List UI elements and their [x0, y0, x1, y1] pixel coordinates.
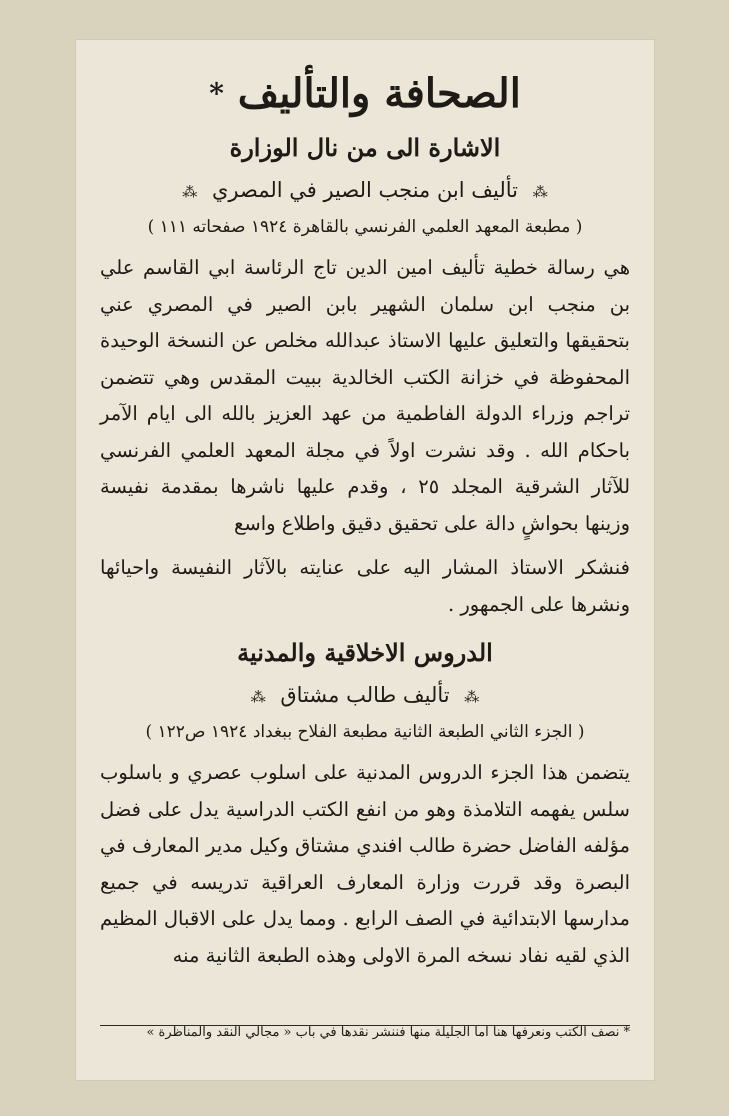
book-description: فنشكر الاستاذ المشار اليه على عنايته بالآثار النفيسة واحيائها ونشرها على الجمهور . — [100, 556, 630, 616]
book-author-text: تأليف طالب مشتاق — [280, 683, 450, 707]
footnote-marker: * — [209, 77, 224, 110]
book-heading: الاشارة الى من نال الوزارة — [229, 133, 501, 162]
ornament-icon: ⁂ — [250, 688, 266, 706]
book-publication: ( مطبعة المعهد العلمي الفرنسي بالقاهرة ١٩٢٤ صفحاته ١١١ ) — [147, 217, 583, 237]
book-author — [100, 675, 630, 715]
page-title-text: الصحافة والتأليف — [237, 70, 521, 117]
book-description: يتضمن هذا الجزء الدروس المدنية على اسلوب عصري و باسلوب سلس يفهمه التلامذة وهو من انفع الكتب الدراسية يدل على فضل مؤلفه الفاضل حضرة طالب افندي مشتاق وكيل مدير المعارف في البصرة وقد قررت وزارة المعارف العراقية تدريسه في جميع مدارسها الابتدائية في الصف الرابع . ومما يدل على الاقبال المظيم الذي لقيه نفاد نسخه المرة الاولى وهذه الطبعة الثانية منه — [100, 761, 630, 967]
footnote: * نصف الكتب ونعرفها هنا اما الجليلة منها فننشر نقدها في باب « مجالي النقد والمناظرة » — [146, 1025, 630, 1040]
book-author-text: تأليف ابن منجب الصير في المصري — [211, 178, 519, 202]
book-page — [76, 40, 654, 1080]
ornament-icon: ⁂ — [532, 183, 548, 201]
ornament-icon: ⁂ — [464, 688, 480, 706]
book-entry — [100, 631, 630, 974]
page-content — [100, 62, 630, 1064]
page-title — [100, 62, 630, 126]
book-author — [100, 170, 630, 210]
book-description: هي رسالة خطية تأليف امين الدين تاج الرئاسة ابي القاسم علي بن منجب ابن سلمان الشهير بابن الصير في المصري عني بتحقيقها والتعليق عليها الاستاذ عبدالله مخلص عن النسخة الوحيدة المحفوظة في خزانة الكتب الخالدية ببيت المقدس وهي تتضمن تراجم وزراء الدولة الفاطمية من عهد العزيز بالله الى ايام الآمر باحكام الله . وقد نشرت اولاً في مجلة المعهد العلمي الفرنسي للآثار الشرقية المجلد ٢٥ ، وقدم عليها ناشرها بمقدمة نفيسة وزينها بحواشٍ دالة على تحقيق دقيق واطلاع واسع — [100, 256, 631, 535]
ornament-icon: ⁂ — [182, 183, 198, 201]
book-publication: ( الجزء الثاني الطبعة الثانية مطبعة الفلاح ببغداد ١٩٢٤ ص١٢٢ ) — [145, 722, 585, 742]
book-entry — [100, 126, 630, 623]
book-heading: الدروس الاخلاقية والمدنية — [237, 638, 493, 667]
